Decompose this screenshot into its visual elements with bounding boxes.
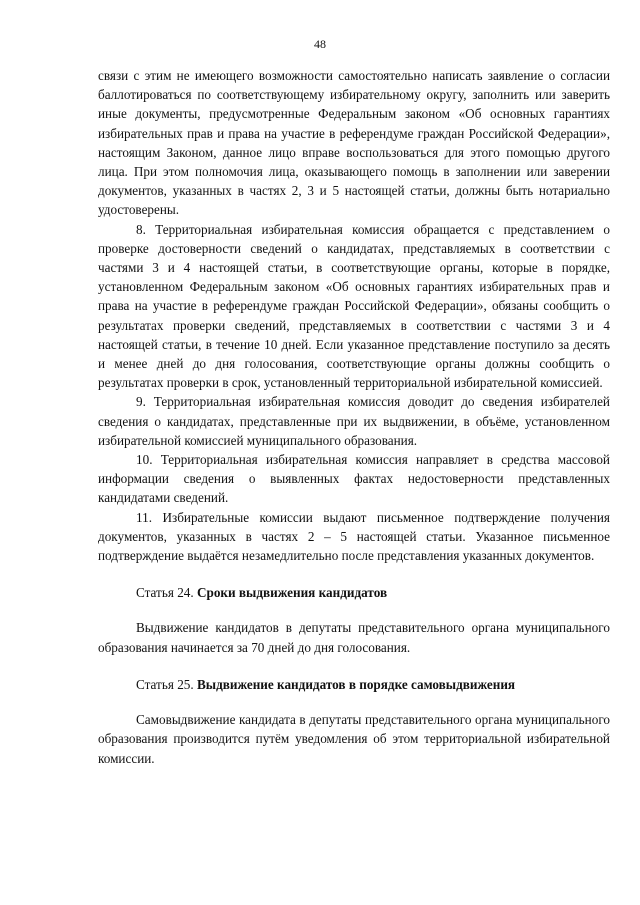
- article-25-text: Самовыдвижение кандидата в депутаты представительного органа муниципального образования производится путём уведомления об этом территориальной избирательной комиссии.: [98, 712, 610, 766]
- article-25-heading: [98, 675, 610, 694]
- article-24-text: Выдвижение кандидатов в депутаты представительного органа муниципального образования начинается за 70 дней до дня голосования.: [98, 620, 610, 655]
- article-24-prefix: Статья 24.: [136, 585, 197, 601]
- paragraph-8: 8. Территориальная избирательная комиссия обращается с представлением о проверке достоверности сведений о кандидатах, представляемых в соответствии с частями 3 и 4 настоящей статьи, в соответствующие органы, которые в порядке, установленном Федеральным законом «Об основных гарантиях избирательных прав и права на участие в референдуме граждан Российской Федерации», обязаны сообщить о результатах проверки сведений, представляемых в соответствии с частями 3 и 4 настоящей статьи, в течение 10 дней. Если указанное представление поступило за десять и менее дней до дня голосования, соответствующие органы должны сообщить о результатах проверки в срок, установленный территориальной избирательной комиссией.: [98, 221, 610, 391]
- paragraph-continuation: связи с этим не имеющего возможности самостоятельно написать заявление о согласии баллотироваться по соответствующему избирательному округу, заполнить или заверить иные документы, предусмотренные Федеральным законом «Об основных гарантиях избирательных прав и права на участие в референдуме граждан Российской Федерации», настоящим Законом, данное лицо вправе воспользоваться для этого помощью другого лица. При этом полномочия лица, оказывающего помощь в заполнении или заверении документов, указанных в частях 2, 3 и 5 настоящей статьи, должны быть нотариально удостоверены.: [98, 68, 610, 218]
- paragraph-10: 10. Территориальная избирательная комиссия направляет в средства массовой информации сведения о выявленных фактах недостоверности представленных кандидатами сведений.: [98, 452, 610, 506]
- article-24-title: Сроки выдвижения кандидатов: [196, 585, 388, 601]
- article-24-heading: [98, 583, 610, 602]
- article-25-prefix: Статья 25.: [136, 676, 197, 692]
- article-25-title: Выдвижение кандидатов в порядке самовыдвижения: [196, 676, 516, 692]
- document-body: [98, 66, 610, 768]
- page-number: 48: [314, 37, 326, 51]
- paragraph-9: 9. Территориальная избирательная комиссия доводит до сведения избирателей сведения о кандидатах, представленные при их выдвижении, в объёме, установленном избирательной комиссией муниципального образования.: [98, 394, 610, 448]
- paragraph-11: 11. Избирательные комиссии выдают письменное подтверждение получения документов, указанных в частях 2 – 5 настоящей статьи. Указанное письменное подтверждение выдаётся незамедлительно после представления указанных документов.: [98, 509, 610, 564]
